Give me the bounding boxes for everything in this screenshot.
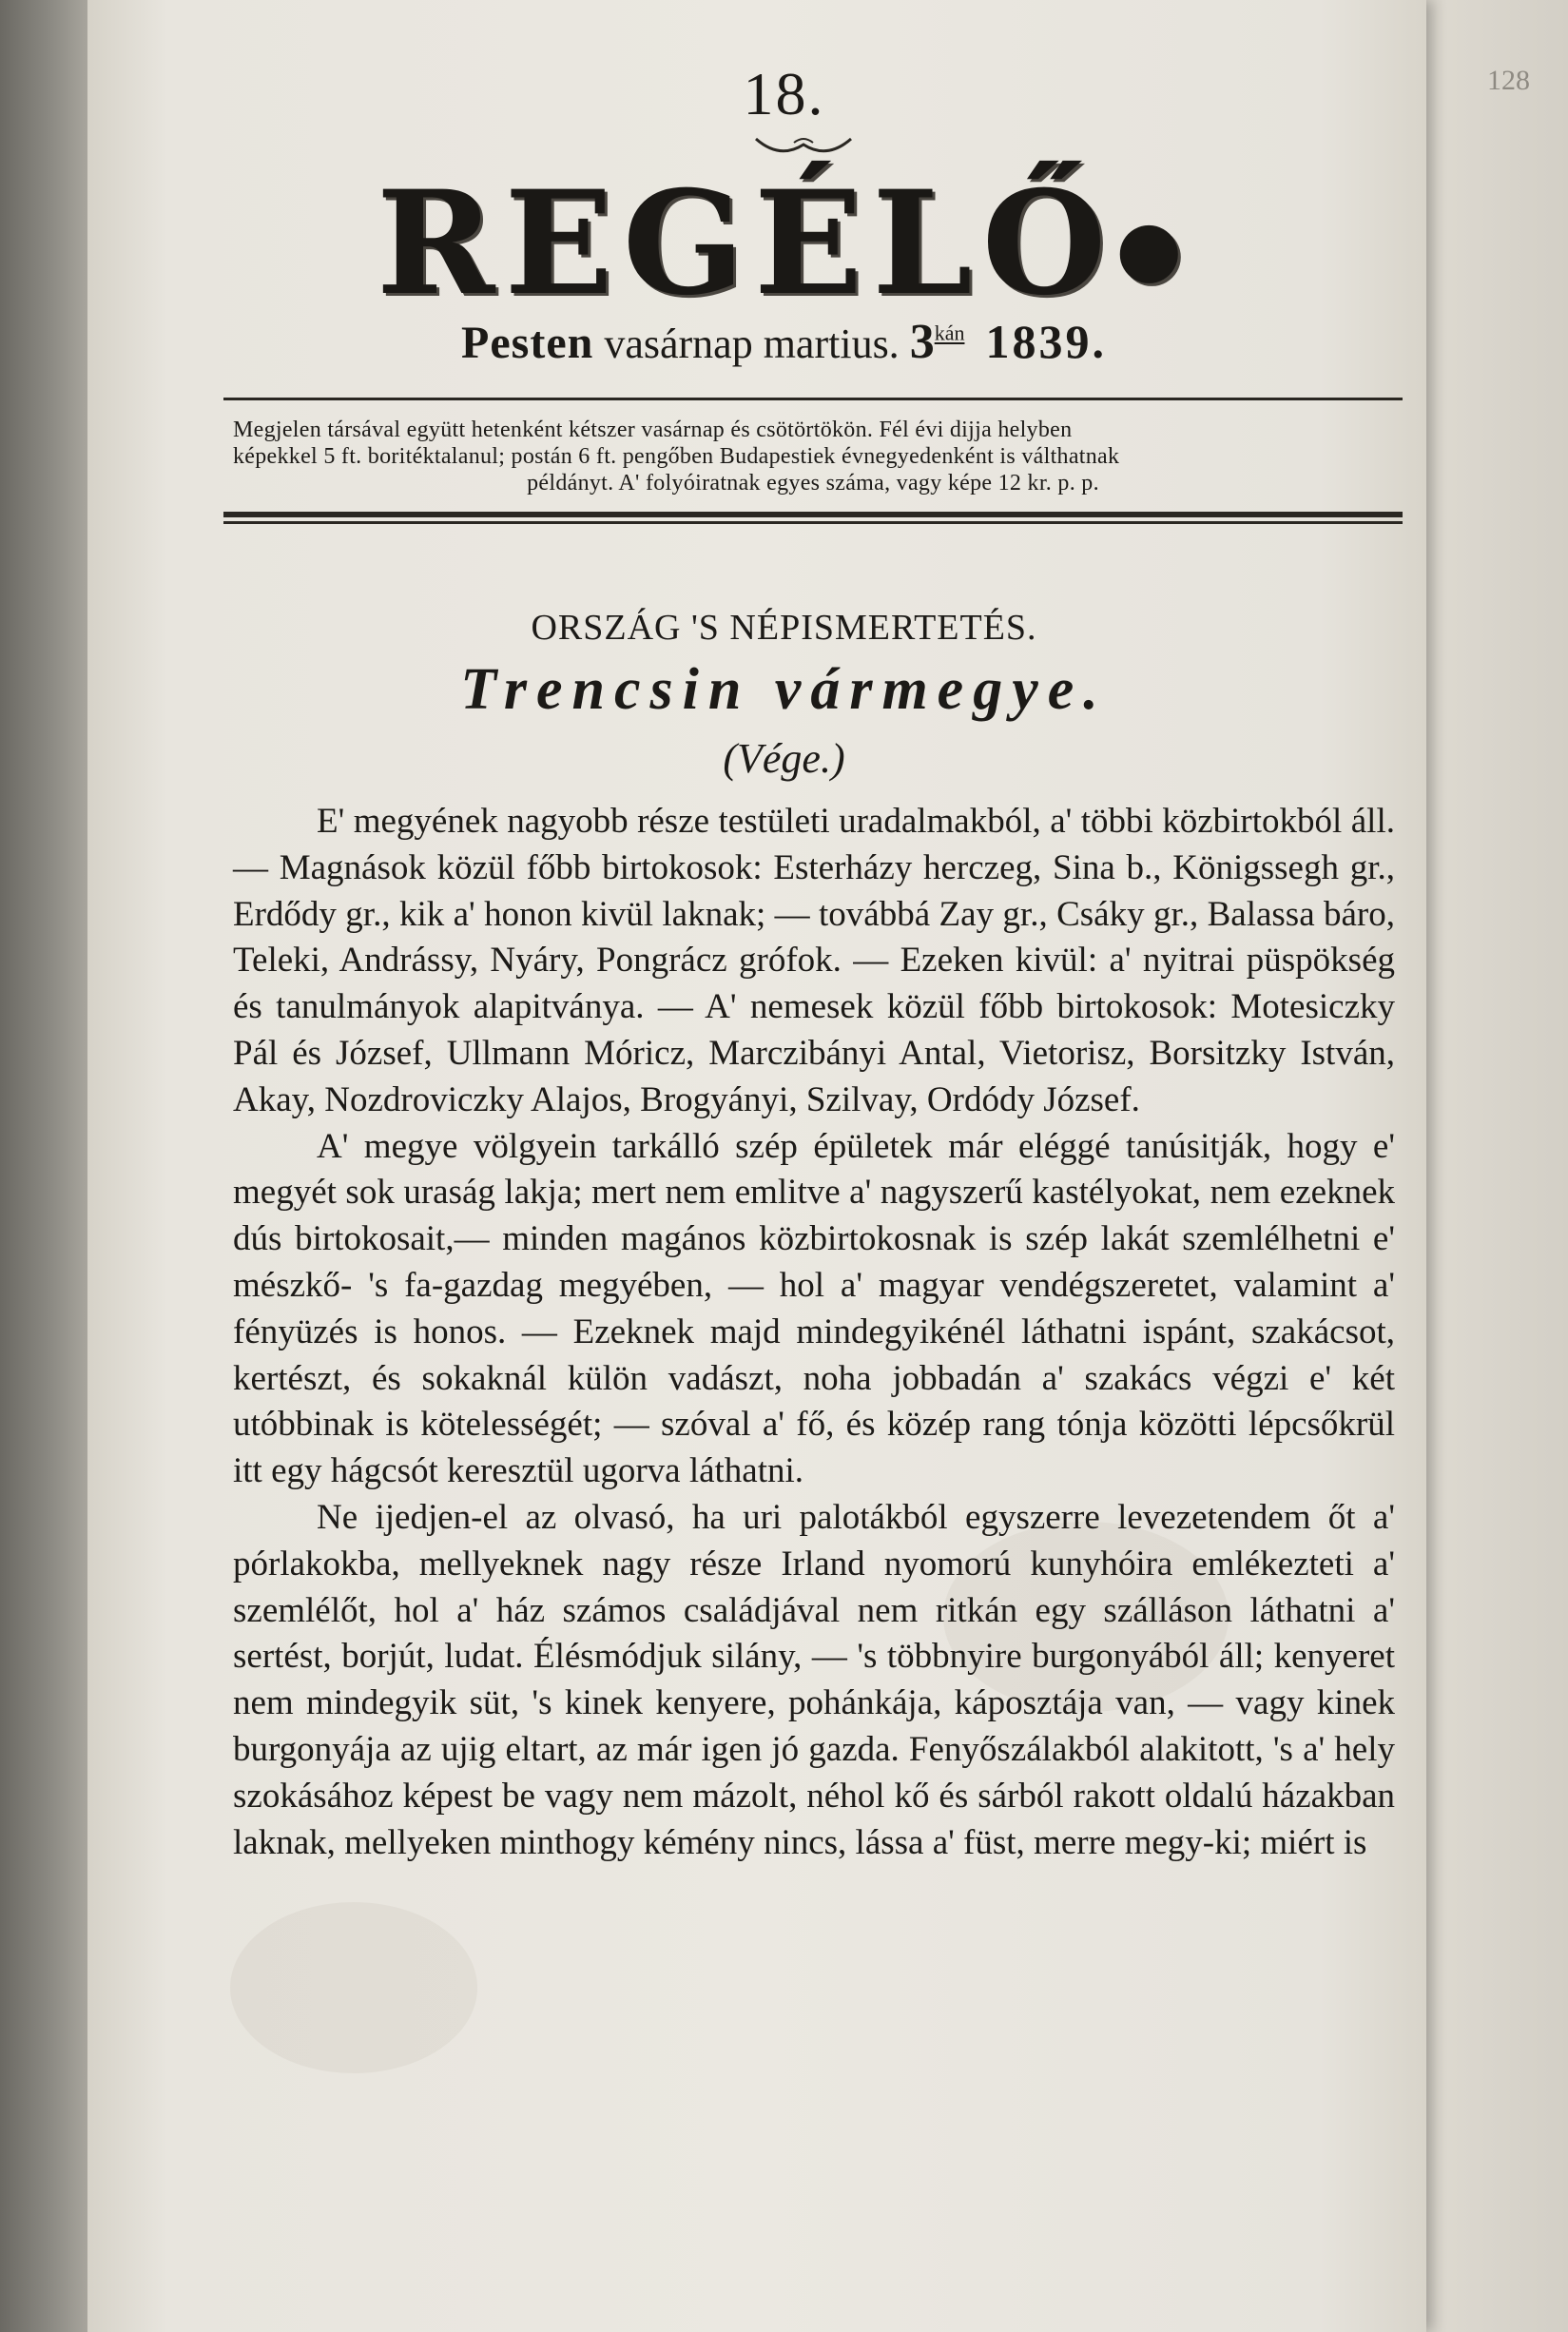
header-rule-double-1 <box>223 512 1403 517</box>
article-paragraph: Ne ijedjen-el az olvasó, ha uri palotákból egyszerre levezetendem őt a' pórlakokba, mellyeknek nagy része Irland nyomorú kunyhóira emlékezteti a' szemlélőt, hol a' ház számos családjával nem ritkán egy szálláson láthatni a' sertést, borjút, ludat. Élésmódjuk silány, — 's többnyire burgonyából áll; kenyeret nem mindegyik süt, 's kinek kenyere, pohánkája, káposztája van, — vagy kinek burgonyája az ujig eltart, az már igen jó gazda. Fenyőszálakból alakitott, 's a' hely szokásához képest be vagy nem mázolt, néhol kő és sárból rakott oldalú házakban laknak, mellyeken minthogy kémény nincs, lássa a' füst, merre megy-ki; miért is <box>233 1497 1395 1862</box>
dateline-day-number: 3 <box>909 315 935 369</box>
paper-stain <box>230 1902 477 2073</box>
dateline <box>0 314 1568 370</box>
header-rule-top <box>223 398 1403 400</box>
title-ornament-icon <box>751 131 856 160</box>
dateline-city: Pesten <box>461 318 594 368</box>
issue-number: 18. <box>743 60 825 127</box>
article-paragraph: E' megyének nagyobb része testületi uradalmakból, a' többi közbirtokból áll. — Magnások közül főbb birtokosok: Esterházy herczeg, Sina b., Königssegh gr., Erdődy gr., kik a' honon kivül laknak; — továbbá Zay gr., Csáky gr., Balassa báro, Teleki, Andrássy, Nyáry, Pongrácz grófok. — Ezeken kivül: a' nyitrai püspökség és tanulmányok alapitványa. — A' nemesek közül főbb birtokosok: Motesiczky Pál és József, Ullmann Móricz, Marczibányi Antal, Vietorisz, Borsitzky István, Akay, Nozdroviczky Alajos, Brogyányi, Szilvay, Ordódy József. <box>233 802 1395 1119</box>
subscription-line: képekkel 5 ft. boritéktalanul; postán 6 ft. pengőben Budapestiek évnegyedenként is válthatnak <box>233 444 1120 469</box>
subscription-line: példányt. A' folyóiratnak egyes száma, vagy képe 12 kr. p. p. <box>527 471 1099 496</box>
masthead-dot-icon: ● <box>1115 203 1192 292</box>
article-continuation-note: (Vége.) <box>723 735 845 782</box>
masthead <box>0 160 1568 327</box>
dateline-weekday-month: vasárnap martius. <box>604 321 900 367</box>
facing-page-number: 128 <box>1487 65 1530 96</box>
dateline-day <box>910 315 965 369</box>
subscription-line: Megjelen társával együtt hetenként kétszer vasárnap és csötörtökön. Fél évi dijja helyben <box>233 418 1073 442</box>
dateline-day-suffix: kán <box>934 321 965 345</box>
article-body <box>233 799 1395 1866</box>
subscription-notice <box>233 417 1393 496</box>
article-title: Trencsin vármegye. <box>460 657 1108 722</box>
article-paragraph: A' megye völgyein tarkálló szép épületek már eléggé tanúsitják, hogy e' megyét sok uraság lakja; mert nem emlitve a' nagyszerű kastélyokat, nem ezeknek dús birtokosait,— minden magános közbirtokosnak is szép lakát szemlélhetni e' mészkő- 's fa-gazdag megyében, — hol a' magyar vendégszeretet, valamint a' fényüzés is honos. — Ezeknek majd mindegyikénél láthatni ispánt, szakácsot, kertészt, és sokaknál külön vadászt, noha jobbadán a' szakács végzi e' két utóbbinak is kötelességét; — szóval a' fő, és közép rang tónja közötti lépcsőkrül itt egy hágcsót keresztül ugorva láthatni. <box>233 1126 1395 1491</box>
masthead-title: REGÉLŐ <box>376 160 1116 327</box>
section-title: ORSZÁG 'S NÉPISMERTETÉS. <box>531 608 1037 648</box>
dateline-year: 1839. <box>985 315 1107 368</box>
header-rule-double-2 <box>223 521 1403 524</box>
